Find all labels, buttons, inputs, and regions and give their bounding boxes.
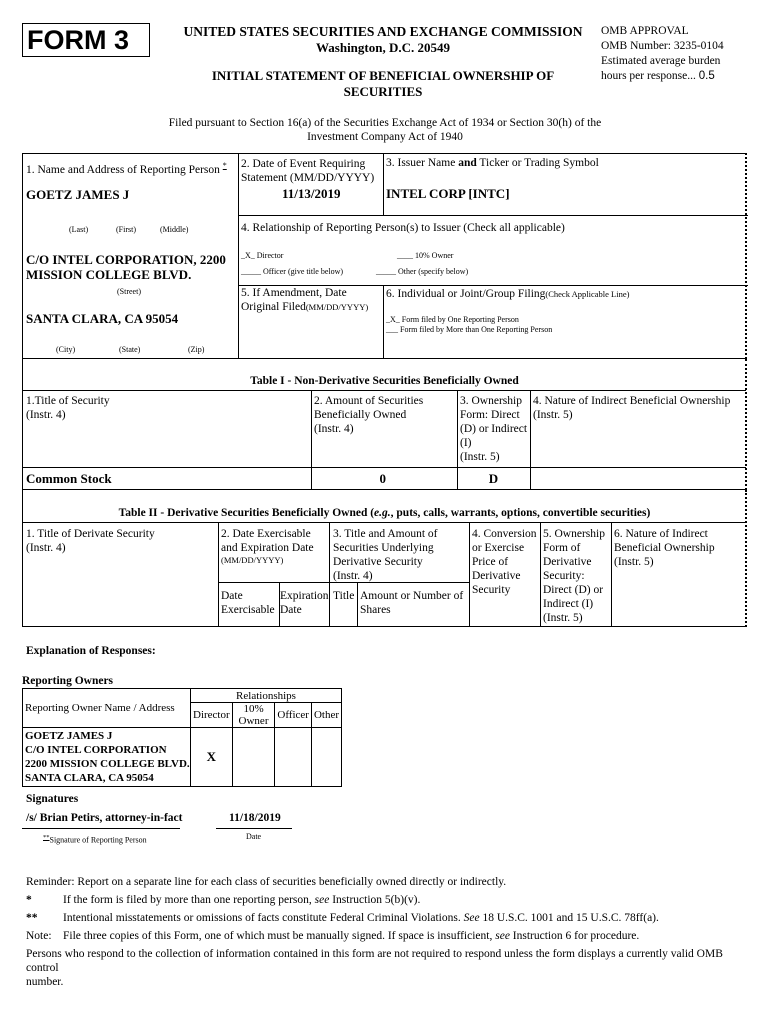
form-label: FORM 3: [22, 23, 150, 57]
footnote-star: *: [26, 894, 32, 906]
box2-label: 2. Date of Event Requiring Statement (MM/DD/YYYY): [241, 158, 375, 184]
box4-label: 4. Relationship of Reporting Person(s) to Issuer (Check all applicable): [241, 222, 565, 234]
table2-title: Table II - Derivative Securities Beneficially Owned (e.g., puts, calls, warrants, options, convertible securities): [118, 507, 651, 519]
form-title-line2: SECURITIES: [343, 84, 423, 99]
director-mark: X: [191, 728, 233, 787]
table1-title: Table I - Non-Derivative Securities Beneficially Owned: [250, 375, 519, 387]
officer-cell: [275, 728, 312, 787]
street-address-line2: MISSION COLLEGE BLVD.: [26, 267, 192, 282]
filed-pursuant-line1: Filed pursuant to Section 16(a) of the Securities Exchange Act of 1934 or Section 30(h) of the: [168, 117, 602, 129]
expiration-date-header: Expiration Date: [280, 590, 329, 616]
other-checkbox[interactable]: _____ Other (specify below): [376, 267, 469, 276]
filed-by-more-option[interactable]: ___ Form filed by More than One Reporting Person: [386, 325, 553, 334]
omb-hours: 0.5: [698, 70, 715, 82]
table1-col4-header: 4. Nature of Indirect Beneficial Ownership (Instr. 5): [533, 395, 731, 421]
reminder-text: Reminder: Report on a separate line for each class of securities beneficially owned directly or indirectly.: [26, 876, 507, 888]
signature-label: **Signature of Reporting Person: [43, 834, 147, 845]
table2-col1-header: 1. Title of Derivate Security (Instr. 4): [26, 528, 155, 554]
explanation-heading: Explanation of Responses:: [26, 645, 156, 657]
table2-col2-header: 2. Date Exercisable and Expiration Date (MM/DD/YYYY): [221, 528, 314, 565]
date-label: Date: [246, 832, 262, 841]
omb-line: OMB Number: 3235-0104: [601, 40, 724, 52]
footnote-double-star-text: Intentional misstatements or omissions of facts constitute Federal Criminal Violations. See 18 U.S.C. 1001 and 15 U.S.C. 78ff(a).: [63, 912, 659, 924]
state-label: (State): [119, 345, 141, 354]
table1-col2-header: 2. Amount of Securities Beneficially Owned (Instr. 4): [314, 395, 424, 435]
signatures-heading: Signatures: [26, 793, 79, 805]
street-label: (Street): [117, 287, 141, 296]
name-part-label: (Middle): [160, 225, 189, 234]
footnote-star-text: If the form is filed by more than one reporting person, see Instruction 5(b)(v).: [63, 894, 421, 906]
director-checkbox[interactable]: _X_ Director: [241, 251, 284, 260]
persons-notice: Persons who respond to the collection of information contained in this form are not required to respond unless the form displays a currently valid OMB control number.: [26, 948, 723, 988]
omb-line: Estimated average burden: [601, 55, 721, 67]
omb-approval: [601, 24, 761, 84]
reporting-person-name: GOETZ JAMES J: [26, 187, 130, 202]
event-date: 11/13/2019: [282, 186, 341, 201]
omb-line: OMB APPROVAL: [601, 25, 689, 37]
officer-checkbox[interactable]: _____ Officer (give title below): [241, 267, 344, 276]
ten-pct-owner-cell: [232, 728, 275, 787]
footnote-double-star: **: [26, 912, 38, 924]
box5-label: 5. If Amendment, Date Original Filed(MM/DD/YYYY): [241, 287, 369, 313]
table2-col3-header: 3. Title and Amount of Securities Underlying Derivative Security (Instr. 4): [333, 528, 438, 582]
table1-col3-header: 3. Ownership Form: Direct (D) or Indirect (I) (Instr. 5): [460, 395, 528, 463]
filed-by-one-option[interactable]: _X_ Form filed by One Reporting Person: [386, 315, 519, 324]
reporting-owners-table: [22, 688, 342, 787]
other-col-header: Other: [311, 703, 341, 728]
ten-percent-owner-checkbox[interactable]: ____ 10% Owner: [397, 251, 454, 260]
agency-location: Washington, D.C. 20549: [316, 40, 450, 55]
securities-amount: 0: [379, 471, 386, 486]
date-exercisable-header: Date Exercisable: [221, 590, 275, 616]
table2-col5-header: 5. Ownership Form of Derivative Security: Direct (D) or Indirect (I) (Instr. 5): [543, 528, 605, 624]
note-label: Note:: [26, 930, 52, 942]
table2-col6-header: 6. Nature of Indirect Beneficial Ownership (Instr. 5): [614, 528, 715, 568]
table1-col1-header: 1.Title of Security (Instr. 4): [26, 395, 110, 421]
city-state-zip: SANTA CLARA, CA 95054: [26, 311, 179, 326]
underlying-title-header: Title: [333, 590, 355, 602]
box3-label: 3. Issuer Name and Ticker or Trading Symbol: [386, 157, 599, 169]
form-title-line1: INITIAL STATEMENT OF BENEFICIAL OWNERSHIP OF: [211, 68, 555, 83]
name-part-label: (First): [116, 225, 136, 234]
note-text: File three copies of this Form, one of which must be manually signed. If space is insufficient, see Instruction 6 for procedure.: [63, 930, 640, 942]
zip-label: (Zip): [188, 345, 205, 354]
issuer-name-ticker: INTEL CORP [INTC]: [386, 186, 510, 201]
director-col-header: Director: [191, 703, 233, 728]
other-cell: [311, 728, 341, 787]
agency-name: UNITED STATES SECURITIES AND EXCHANGE COMMISSION: [183, 24, 583, 39]
officer-col-header: Officer: [275, 703, 312, 728]
name-part-label: (Last): [69, 225, 89, 234]
street-address-line1: C/O INTEL CORPORATION, 2200: [26, 252, 226, 267]
amount-shares-header: Amount or Number of Shares: [360, 590, 464, 616]
omb-line: hours per response... 0.5: [601, 70, 715, 82]
signature-date: 11/18/2019: [229, 812, 281, 824]
city-label: (City): [56, 345, 76, 354]
relationships-header: Relationships: [191, 689, 342, 703]
filed-pursuant-line2: Investment Company Act of 1940: [307, 131, 463, 143]
reporting-owners-heading: Reporting Owners: [22, 675, 114, 687]
owner-address: GOETZ JAMES J C/O INTEL CORPORATION 2200 MISSION COLLEGE BLVD. SANTA CLARA, CA 95054: [23, 728, 191, 787]
ten-pct-owner-col-header: 10% Owner: [232, 703, 275, 728]
box1-label: 1. Name and Address of Reporting Person *: [26, 161, 227, 176]
signer-name: /s/ Brian Petirs, attorney-in-fact: [26, 812, 183, 824]
security-title: Common Stock: [26, 471, 112, 486]
box6-label: 6. Individual or Joint/Group Filing(Check Applicable Line): [386, 288, 630, 300]
ownership-form: D: [488, 471, 499, 486]
owner-name-header: Reporting Owner Name / Address: [23, 689, 191, 728]
table2-col4-header: 4. Conversion or Exercise Price of Derivative Security: [472, 528, 537, 596]
